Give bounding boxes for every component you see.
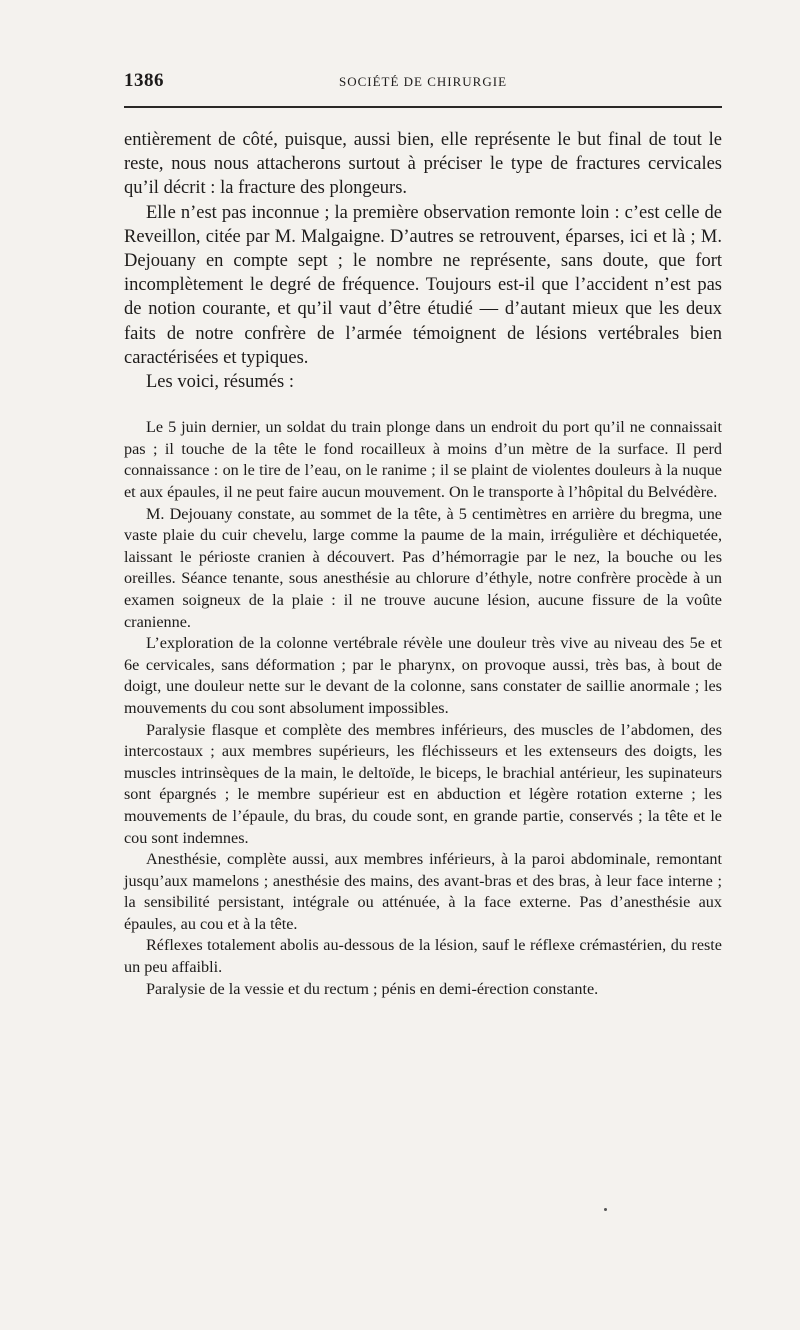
header-rule [124,106,722,108]
page-header [124,70,722,98]
intro-paragraph: Elle n’est pas inconnue ; la première observation remonte loin : c’est celle de Reveillon, citée par M. Malgaigne. D’autres se retrouvent, éparses, ici et là ; M. Dejouany en compte sept ; le nombre ne représente, sans doute, que fort incomplètement le degré de fréquence. Toujours est-il que l’accident n’est pas de notion courante, et qu’il vaut d’être étudié — d’autant mieux que les deux faits de notre confrère de l’armée témoignent de lésions vertébrales bien caractérisées et typiques. [124,202,722,368]
case-paragraph: Réflexes totalement abolis au-dessous de la lésion, sauf le réflexe crémastérien, du reste un peu affaibli. [124,936,722,977]
case-paragraph: M. Dejouany constate, au sommet de la tête, à 5 centimètres en arrière du bregma, une vaste plaie du cuir chevelu, large comme la paume de la main, irrégulière et déchiquetée, laissant le périoste cranien à découvert. Pas d’hémorragie par le nez, la bouche ou les oreilles. Séance tenante, sous anesthésie au chlorure d’éthyle, notre confrère procède à un examen soigneux de la plaie : il ne trouve aucune lésion, aucune fissure de la voûte cranienne. [124,504,722,631]
page-number: 1386 [124,70,164,91]
intro-section [124,128,722,394]
running-title: SOCIÉTÉ DE CHIRURGIE [338,74,508,89]
page-body [124,128,722,1000]
case-paragraph: Le 5 juin dernier, un soldat du train plonge dans un endroit du port qu’il ne connaissait pas ; il touche de la tête le fond rocailleux à moins d’un mètre de la surface. Il perd connaissance : on le tire de l’eau, on le ranime ; il se plaint de violentes douleurs à la nuque et aux épaules, il ne peut faire aucun mouvement. On le transporte à l’hôpital du Belvédère. [124,418,722,502]
case-paragraph: Paralysie flasque et complète des membres inférieurs, des muscles de l’abdomen, des intercostaux ; aux membres supérieurs, les fléchisseurs et les extenseurs des doigts, les muscles intrinsèques de la main, le deltoïde, le biceps, le brachial antérieur, les supinateurs sont épargnés ; le membre supérieur est en abduction et légère rotation externe ; les mouvements de l’épaule, du bras, du coude sont, en grande partie, conservés ; la tête et le cou sont indemnes. [124,720,722,847]
ink-speck [604,1208,607,1211]
intro-paragraph: Les voici, résumés : [146,372,294,393]
case-paragraph: Anesthésie, complète aussi, aux membres inférieurs, à la paroi abdominale, remontant jusqu’aux mamelons ; anesthésie des mains, des avant-bras et des bras, à leur face interne ; la sensibilité persistant, intégrale ou atténuée, à la face externe. Pas d’anesthésie aux épaules, au cou et à la tête. [124,850,722,933]
case-paragraph: L’exploration de la colonne vertébrale révèle une douleur très vive au niveau des 5e et 6e cervicales, sans déformation ; par le pharynx, on provoque aussi, très bas, à bout de doigt, une douleur nette sur le devant de la colonne, sans constater de saillie anormale ; les mouvements du cou sont absolument impossibles. [124,634,722,717]
case-paragraph: Paralysie de la vessie et du rectum ; pénis en demi-érection constante. [146,979,599,998]
case-report [124,417,722,1000]
intro-paragraph: entièrement de côté, puisque, aussi bien, elle représente le but final de tout le reste, nous nous attacherons surtout à préciser le type de fractures cervicales qu’il décrit : la fracture des plongeurs. [124,130,722,199]
